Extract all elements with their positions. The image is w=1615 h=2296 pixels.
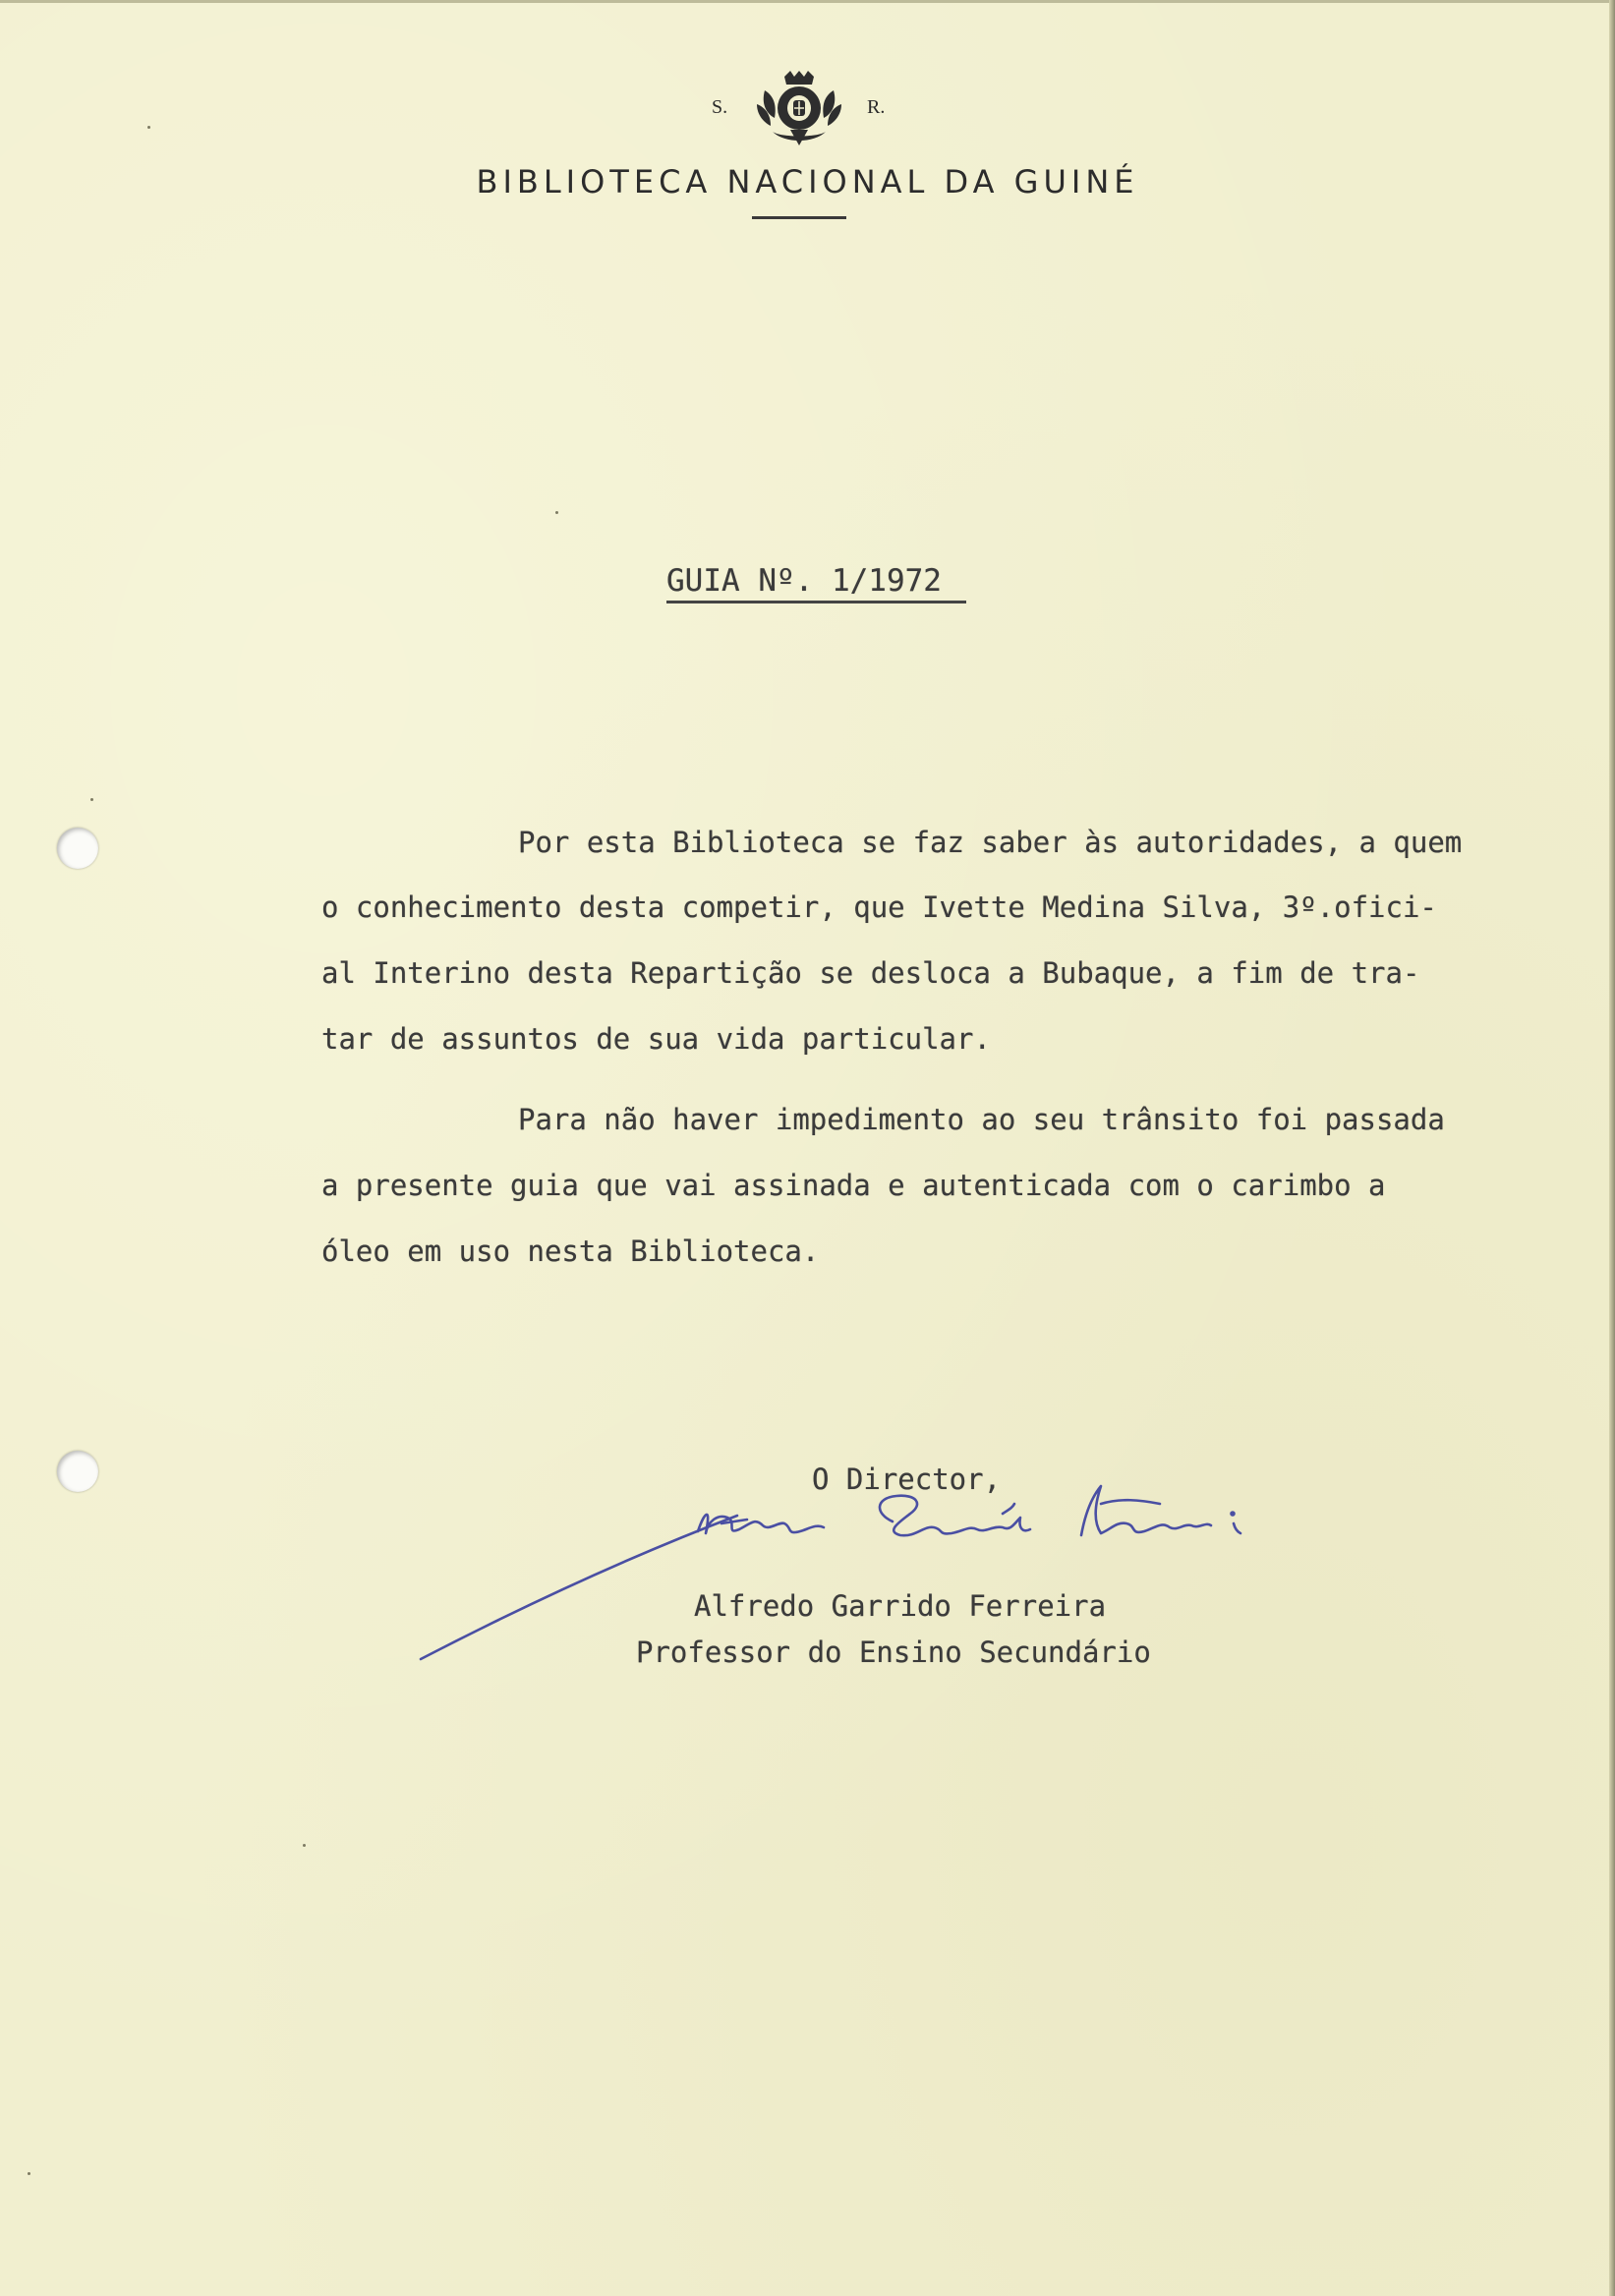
paragraph-1-line-4: tar de assuntos de sua vida particular. bbox=[321, 1022, 991, 1056]
coat-of-arms-icon bbox=[755, 71, 843, 147]
paper-speck bbox=[28, 2172, 30, 2175]
paper-speck bbox=[303, 1844, 306, 1847]
letterhead-title: BIBLIOTECA NACIONAL DA GUINÉ bbox=[476, 163, 1139, 201]
paper-speck bbox=[90, 798, 93, 801]
paragraph-1-line-3: al Interino desta Repartição se desloca a Bubaque, a fim de tra- bbox=[321, 956, 1420, 990]
punch-hole-lower bbox=[57, 1451, 98, 1492]
letterhead-right-initial: R. bbox=[867, 96, 886, 118]
document-title: GUIA Nº. 1/1972 bbox=[666, 563, 942, 599]
paper-speck bbox=[555, 511, 558, 514]
signatory-name: Alfredo Garrido Ferreira bbox=[694, 1589, 1107, 1623]
letterhead-left-initial: S. bbox=[712, 96, 728, 118]
paragraph-1-line-2: o conhecimento desta competir, que Ivette Medina Silva, 3º.ofici- bbox=[321, 890, 1437, 924]
paragraph-1-line-1: Por esta Biblioteca se faz saber às autoridades, a quem bbox=[518, 826, 1463, 859]
letterhead-rule bbox=[752, 216, 846, 219]
paragraph-2-line-2: a presente guia que vai assinada e autenticada com o carimbo a bbox=[321, 1169, 1386, 1202]
closing-line: O Director, bbox=[812, 1463, 1002, 1496]
letterhead-crest-row bbox=[708, 71, 885, 149]
paragraph-2-line-1: Para não haver impedimento ao seu trânsito foi passada bbox=[518, 1103, 1445, 1136]
document-title-underline bbox=[666, 601, 966, 603]
page-top-edge bbox=[0, 0, 1615, 3]
paragraph-2-line-3: óleo em uso nesta Biblioteca. bbox=[321, 1234, 820, 1268]
punch-hole-upper bbox=[57, 828, 98, 869]
signatory-position: Professor do Ensino Secundário bbox=[636, 1636, 1151, 1669]
paper-speck bbox=[147, 126, 150, 129]
page-right-edge bbox=[1609, 0, 1615, 2296]
